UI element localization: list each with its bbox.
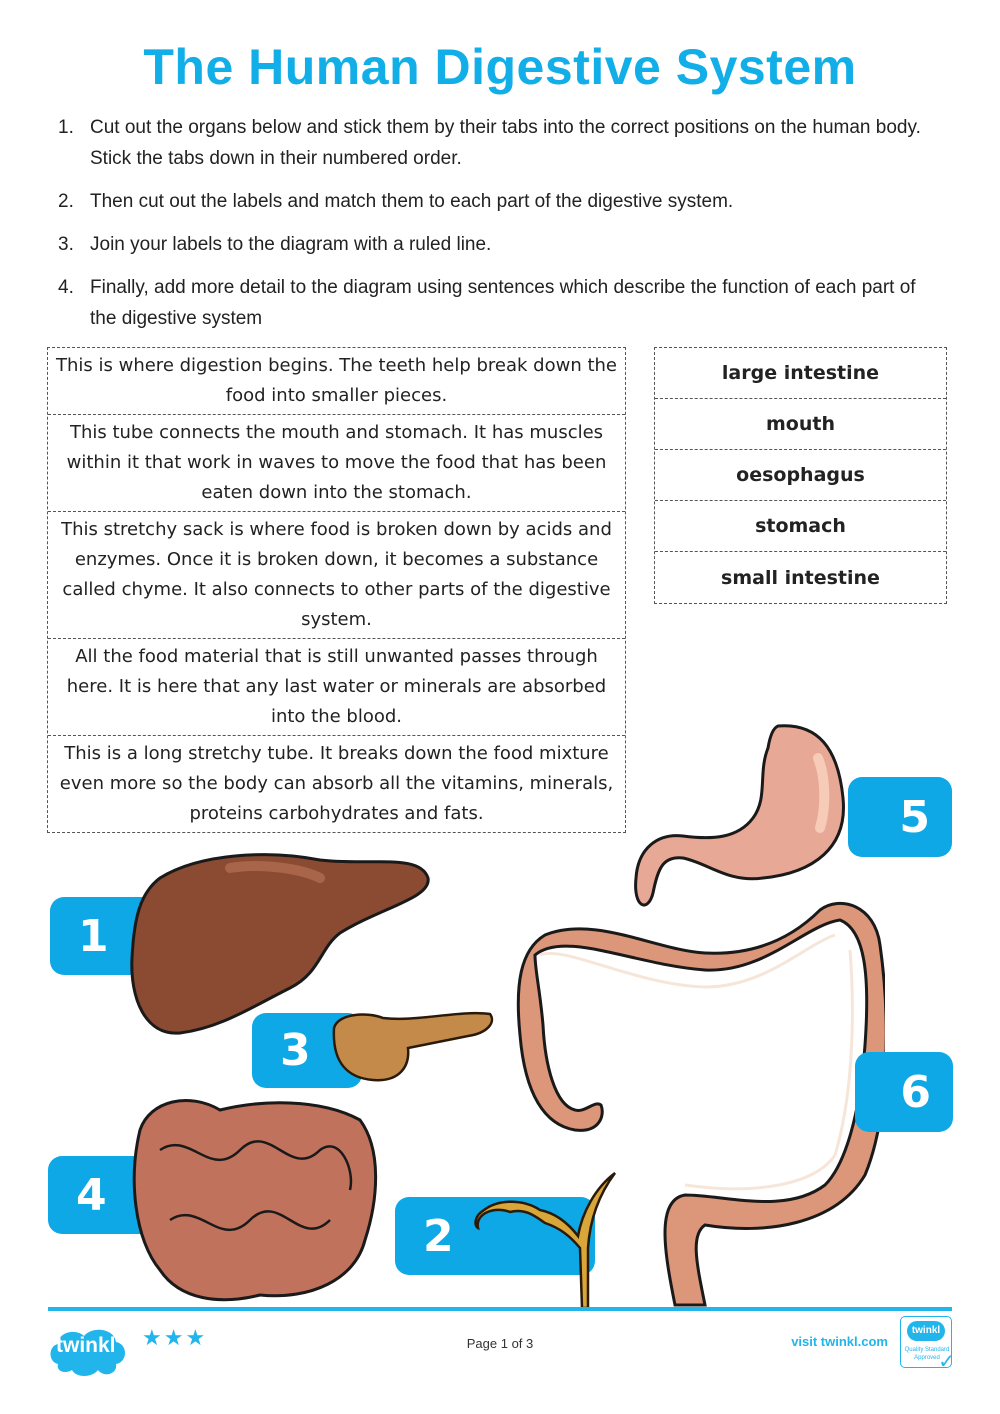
large-intestine-icon: [505, 895, 885, 1315]
instruction-number: 1.: [58, 117, 74, 138]
instruction-number: 2.: [58, 191, 74, 212]
label-card: small intestine: [721, 566, 880, 589]
instruction-text: Finally, add more detail to the diagram using sentences which describe the function of each part of the digestive system: [90, 277, 916, 329]
label-card: large intestine: [655, 348, 946, 399]
description-card-mouth: This is where digestion begins. The teeth help break down the food into smaller pieces.: [48, 348, 625, 415]
instruction-item: [58, 229, 938, 260]
badge-text: Quality Standard Approved: [904, 1347, 950, 1361]
star-rating-icon: ★★★: [142, 1326, 208, 1351]
instruction-text: Cut out the organs below and stick them by their tabs into the correct positions on the human body. Stick the tabs down in their numbered order.: [90, 117, 921, 169]
label-card: stomach: [655, 501, 946, 552]
badge-logo-icon: twinkl: [907, 1321, 945, 1341]
instructions-list: [58, 112, 938, 346]
description-card-oesophagus: This tube connects the mouth and stomach. It has muscles within it that work in waves to move the food that has been eaten down into the stomach.: [48, 415, 625, 512]
description-card-small-intestine: This is a long stretchy tube. It breaks down the food mixture even more so the body can absorb all the vitamins, minerals, proteins carbohydrates and fats.: [59, 743, 614, 824]
label-cards: [654, 347, 947, 604]
page-number: Page 1 of 3: [466, 1336, 534, 1351]
description-cards: [47, 347, 626, 833]
instruction-text: Join your labels to the diagram with a ruled line.: [90, 234, 492, 255]
label-card: mouth: [655, 399, 946, 450]
pancreas-icon: [328, 1008, 498, 1088]
label-card: oesophagus: [655, 450, 946, 501]
instruction-item: [58, 186, 938, 217]
footer-divider: [48, 1307, 952, 1311]
check-icon: ✓: [938, 1349, 955, 1373]
footer: [48, 1316, 955, 1376]
page-title: The Human Digestive System: [143, 39, 857, 95]
tab-1: 1: [50, 897, 160, 975]
description-card-stomach: This stretchy sack is where food is broken down by acids and enzymes. Once it is broken down, it becomes a substance called chyme. It also connects to other parts of the digestive system.: [48, 512, 625, 639]
stomach-icon: [628, 718, 868, 918]
description-card-large-intestine: All the food material that is still unwanted passes through here. It is here that any last water or minerals are absorbed into the blood.: [48, 639, 625, 736]
tab-5: 5: [848, 777, 952, 857]
visit-link[interactable]: visit twinkl.com: [791, 1334, 888, 1349]
instruction-number: 4.: [58, 277, 74, 298]
logo-text: twinkl: [56, 1334, 116, 1357]
tab-4: 4: [48, 1156, 158, 1234]
instruction-item: [58, 112, 938, 174]
instruction-text: Then cut out the labels and match them to each part of the digestive system.: [90, 191, 734, 212]
small-intestine-icon: [120, 1090, 390, 1310]
tab-6: 6: [855, 1052, 953, 1132]
quality-badge: [900, 1316, 955, 1373]
instruction-number: 3.: [58, 234, 74, 255]
tab-2: 2: [395, 1197, 595, 1275]
instruction-item: [58, 272, 938, 334]
tab-3: 3: [252, 1013, 362, 1088]
